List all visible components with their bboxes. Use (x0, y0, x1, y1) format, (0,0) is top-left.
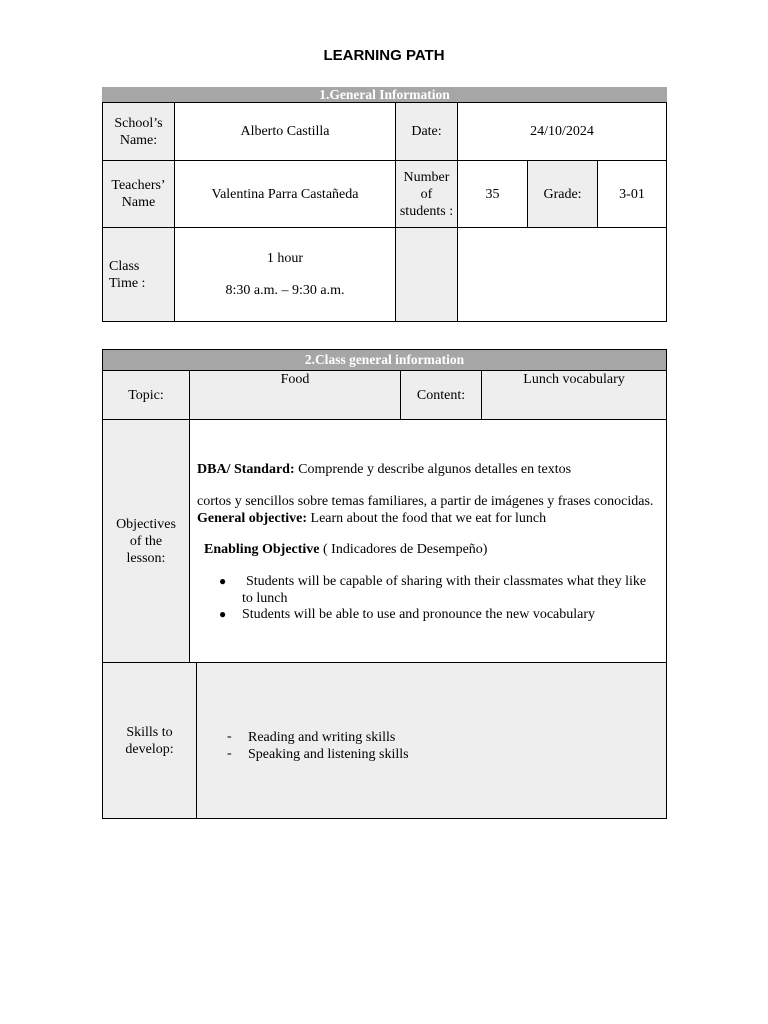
empty-cell-1 (395, 227, 458, 322)
date-label: Date: (395, 102, 458, 161)
teacher-name-value: Valentina Parra Castañeda (174, 160, 396, 228)
skill-item-2: Speaking and listening skills (248, 747, 409, 762)
bullet-dot: ● (219, 574, 227, 588)
section2-header: 2.Class general information (102, 349, 667, 371)
content-value: Lunch vocabulary (481, 370, 667, 420)
class-time-value (174, 227, 396, 322)
bullet-dot: ● (219, 607, 227, 621)
document-title: LEARNING PATH (323, 47, 445, 64)
skill-dash: - (227, 746, 232, 761)
dba-text-1: Comprende y describe algunos detalles en textos (294, 462, 572, 477)
skills-label: Skills to develop: (102, 662, 197, 819)
skill-item-1: Reading and writing skills (248, 730, 396, 745)
class-time-range: 8:30 a.m. – 9:30 a.m. (225, 283, 345, 298)
empty-cell-2 (457, 227, 667, 322)
skill-dash: - (227, 729, 232, 744)
general-objective-text: Learn about the food that we eat for lunch (307, 511, 547, 526)
general-objective-label: General objective: (197, 511, 308, 526)
class-duration: 1 hour (266, 251, 304, 266)
dba-label: DBA/ Standard: (197, 462, 295, 477)
objectives-label: Objectives of the lesson: (102, 419, 190, 663)
students-value: 35 (457, 160, 528, 228)
enabling-objective-label: Enabling Objective (204, 542, 320, 557)
grade-label: Grade: (527, 160, 598, 228)
objective-bullet-1: Students will be capable of sharing with their classmates what they like to lunch (242, 574, 647, 606)
students-label: Number of students : (395, 160, 458, 228)
objective-bullet-2: Students will be able to use and pronounce the new vocabulary (242, 607, 596, 622)
topic-label: Topic: (102, 370, 190, 420)
enabling-objective-text: ( Indicadores de Desempeño) (319, 542, 488, 557)
enabling-objective (204, 541, 487, 558)
school-name-value: Alberto Castilla (174, 102, 396, 161)
school-name-label: School’s Name: (102, 102, 175, 161)
grade-value: 3-01 (597, 160, 667, 228)
date-value: 24/10/2024 (457, 102, 667, 161)
dba-line-1 (197, 461, 571, 478)
general-objective (197, 510, 546, 527)
content-label: Content: (400, 370, 482, 420)
teacher-name-label: Teachers’ Name (102, 160, 175, 228)
class-time-label-text: Class Time : (109, 258, 146, 291)
class-time-label (102, 227, 175, 322)
section1-header: 1.General Information (102, 87, 667, 103)
topic-value: Food (189, 370, 401, 420)
dba-line-2: cortos y sencillos sobre temas familiares, a partir de imágenes y frases conocidas. (197, 494, 654, 509)
